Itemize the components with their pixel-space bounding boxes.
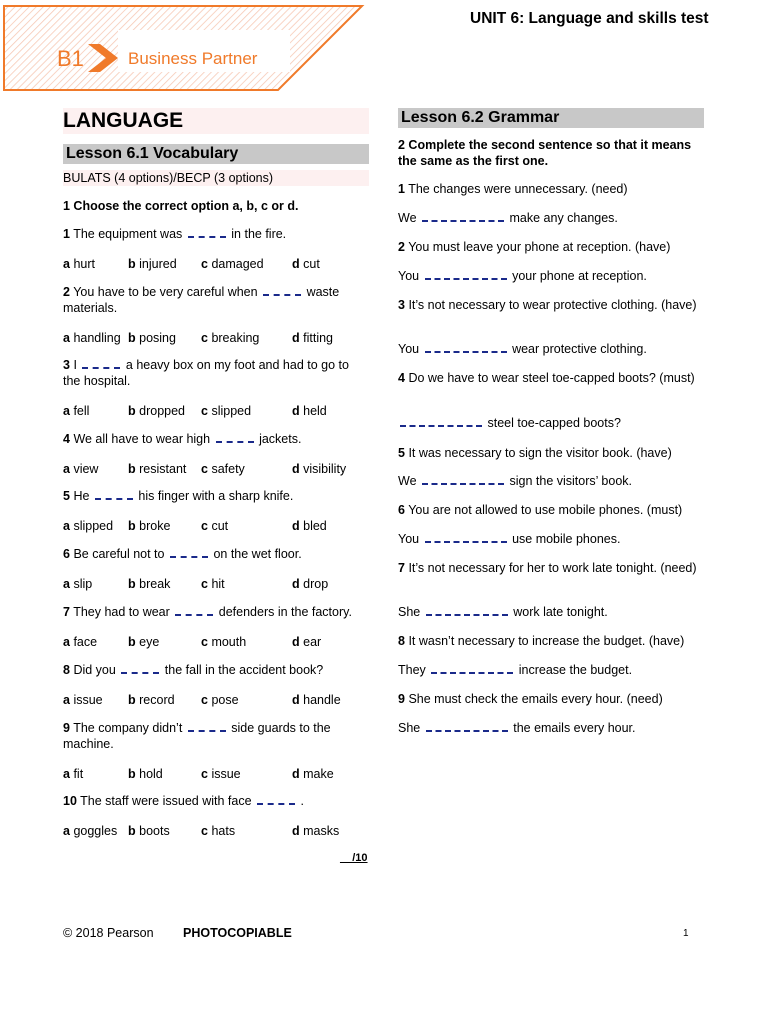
vocab-question: 8 Did you the fall in the accident book? (63, 663, 324, 677)
answer-option[interactable]: c cut (201, 519, 229, 533)
answer-option[interactable]: b injured (128, 257, 177, 271)
answer-option[interactable]: d visibility (292, 462, 347, 476)
answer-blank[interactable] (175, 604, 213, 616)
grammar-prompt: 6 You are not allowed to use mobile phones. (must) (398, 503, 683, 517)
grammar-prompt: 3 It’s not necessary to wear protective clothing. (have) (398, 298, 697, 312)
lesson-vocab-title: Lesson 6.1 Vocabulary (63, 144, 369, 164)
answer-option[interactable]: a view (63, 462, 99, 476)
grammar-answer-line: steel toe-capped boots? (398, 415, 703, 431)
answer-option[interactable]: c pose (201, 693, 239, 707)
answer-option[interactable]: a slipped (63, 519, 114, 533)
answer-option[interactable]: d ear (292, 635, 322, 649)
answer-option[interactable]: d make (292, 767, 334, 781)
answer-blank[interactable] (170, 546, 208, 558)
grammar-answer-line: You use mobile phones. (398, 532, 621, 546)
answer-option[interactable]: a issue (63, 693, 103, 707)
vocab-question: 4 We all have to wear high jackets. (63, 432, 302, 446)
answer-blank[interactable] (188, 226, 226, 238)
answer-option[interactable]: d cut (292, 257, 320, 271)
answer-blank[interactable] (257, 793, 295, 805)
answer-option[interactable]: b hold (128, 767, 163, 781)
grammar-answer-line: We make any changes. (398, 211, 618, 225)
answer-option[interactable]: a fit (63, 767, 84, 781)
footer-copyright: © 2018 Pearson (63, 926, 154, 940)
grammar-answer-line: They increase the budget. (398, 663, 633, 677)
answer-blank[interactable] (425, 268, 507, 280)
answer-option[interactable]: d fitting (292, 331, 334, 345)
answer-blank[interactable] (400, 415, 482, 427)
answer-blank[interactable] (216, 431, 254, 443)
vocab-question: 1 The equipment was in the fire. (63, 227, 287, 241)
answer-option[interactable]: d handle (292, 693, 341, 707)
answer-blank[interactable] (426, 604, 508, 616)
answer-option[interactable]: c slipped (201, 404, 252, 418)
vocab-instruction: 1 Choose the correct option a, b, c or d. (63, 199, 299, 213)
vocab-question: 9 The company didn’t side guards to the machine. (63, 721, 331, 751)
answer-option[interactable]: a handling (63, 331, 121, 345)
answer-option[interactable]: b eye (128, 635, 160, 649)
grammar-prompt: 1 The changes were unnecessary. (need) (398, 182, 628, 196)
answer-blank[interactable] (422, 210, 504, 222)
answer-option[interactable]: a slip (63, 577, 93, 591)
answer-option[interactable]: d bled (292, 519, 327, 533)
answer-option[interactable]: c issue (201, 767, 241, 781)
answer-blank[interactable] (431, 662, 513, 674)
grammar-instruction: 2 Complete the second sentence so that it means the same as the first one. (398, 138, 692, 168)
answer-option[interactable]: d drop (292, 577, 329, 591)
grammar-prompt: 8 It wasn’t necessary to increase the budget. (have) (398, 634, 685, 648)
lesson-grammar-title: Lesson 6.2 Grammar (398, 108, 704, 128)
vocab-question: 2 You have to be very careful when waste materials. (63, 285, 340, 315)
grammar-prompt: 9 She must check the emails every hour. (need) (398, 692, 663, 706)
answer-blank[interactable] (121, 662, 159, 674)
answer-option[interactable]: a goggles (63, 824, 118, 838)
answer-option[interactable]: b dropped (128, 404, 185, 418)
vocab-question: 7 They had to wear defenders in the factory. (63, 605, 352, 619)
answer-option[interactable]: c safety (201, 462, 245, 476)
grammar-prompt: 2 You must leave your phone at reception. (have) (398, 240, 671, 254)
answer-blank[interactable] (95, 488, 133, 500)
answer-option[interactable]: b posing (128, 331, 176, 345)
brand-banner (0, 0, 370, 92)
grammar-answer-line: We sign the visitors’ book. (398, 474, 633, 488)
answer-option[interactable]: b broke (128, 519, 171, 533)
answer-option[interactable]: b resistant (128, 462, 187, 476)
grammar-answer-line: She the emails every hour. (398, 721, 636, 735)
grammar-prompt: 7 It’s not necessary for her to work late tonight. (need) (398, 561, 697, 575)
answer-blank[interactable] (263, 284, 301, 296)
page-number: 1 (683, 928, 689, 939)
answer-option[interactable]: c damaged (201, 257, 264, 271)
grammar-prompt: 5 It was necessary to sign the visitor book. (have) (398, 446, 672, 460)
answer-option[interactable]: c hats (201, 824, 236, 838)
brand-name: Business Partner (128, 49, 258, 68)
answer-option[interactable]: d held (292, 404, 327, 418)
brand-level: B1 (57, 46, 84, 71)
answer-option[interactable]: b boots (128, 824, 170, 838)
unit-title: UNIT 6: Language and skills test (470, 10, 709, 27)
footer-photocopiable: PHOTOCOPIABLE (183, 926, 292, 940)
answer-option[interactable]: c hit (201, 577, 225, 591)
answer-blank[interactable] (425, 531, 507, 543)
vocab-question: 5 He his finger with a sharp knife. (63, 489, 294, 503)
grammar-answer-line: You wear protective clothing. (398, 342, 647, 356)
vocab-score: __/10 (340, 852, 368, 864)
answer-blank[interactable] (422, 473, 504, 485)
answer-blank[interactable] (82, 357, 120, 369)
section-heading-language: LANGUAGE (63, 108, 369, 134)
exam-note: BULATS (4 options)/BECP (3 options) (63, 170, 369, 186)
answer-blank[interactable] (425, 341, 507, 353)
answer-blank[interactable] (426, 720, 508, 732)
answer-option[interactable]: b record (128, 693, 175, 707)
answer-option[interactable]: d masks (292, 824, 340, 838)
answer-option[interactable]: a face (63, 635, 98, 649)
answer-option[interactable]: b break (128, 577, 171, 591)
vocab-question: 6 Be careful not to on the wet floor. (63, 547, 302, 561)
grammar-answer-line: She work late tonight. (398, 605, 608, 619)
answer-option[interactable]: a hurt (63, 257, 95, 271)
answer-option[interactable]: c mouth (201, 635, 247, 649)
grammar-prompt: 4 Do we have to wear steel toe-capped boots? (must) (398, 371, 695, 385)
grammar-answer-line: You your phone at reception. (398, 269, 647, 283)
answer-option[interactable]: a fell (63, 404, 90, 418)
answer-blank[interactable] (188, 720, 226, 732)
answer-option[interactable]: c breaking (201, 331, 260, 345)
vocab-question: 3 I a heavy box on my foot and had to go to the hospital. (63, 358, 349, 388)
vocab-question: 10 The staff were issued with face . (63, 794, 304, 808)
